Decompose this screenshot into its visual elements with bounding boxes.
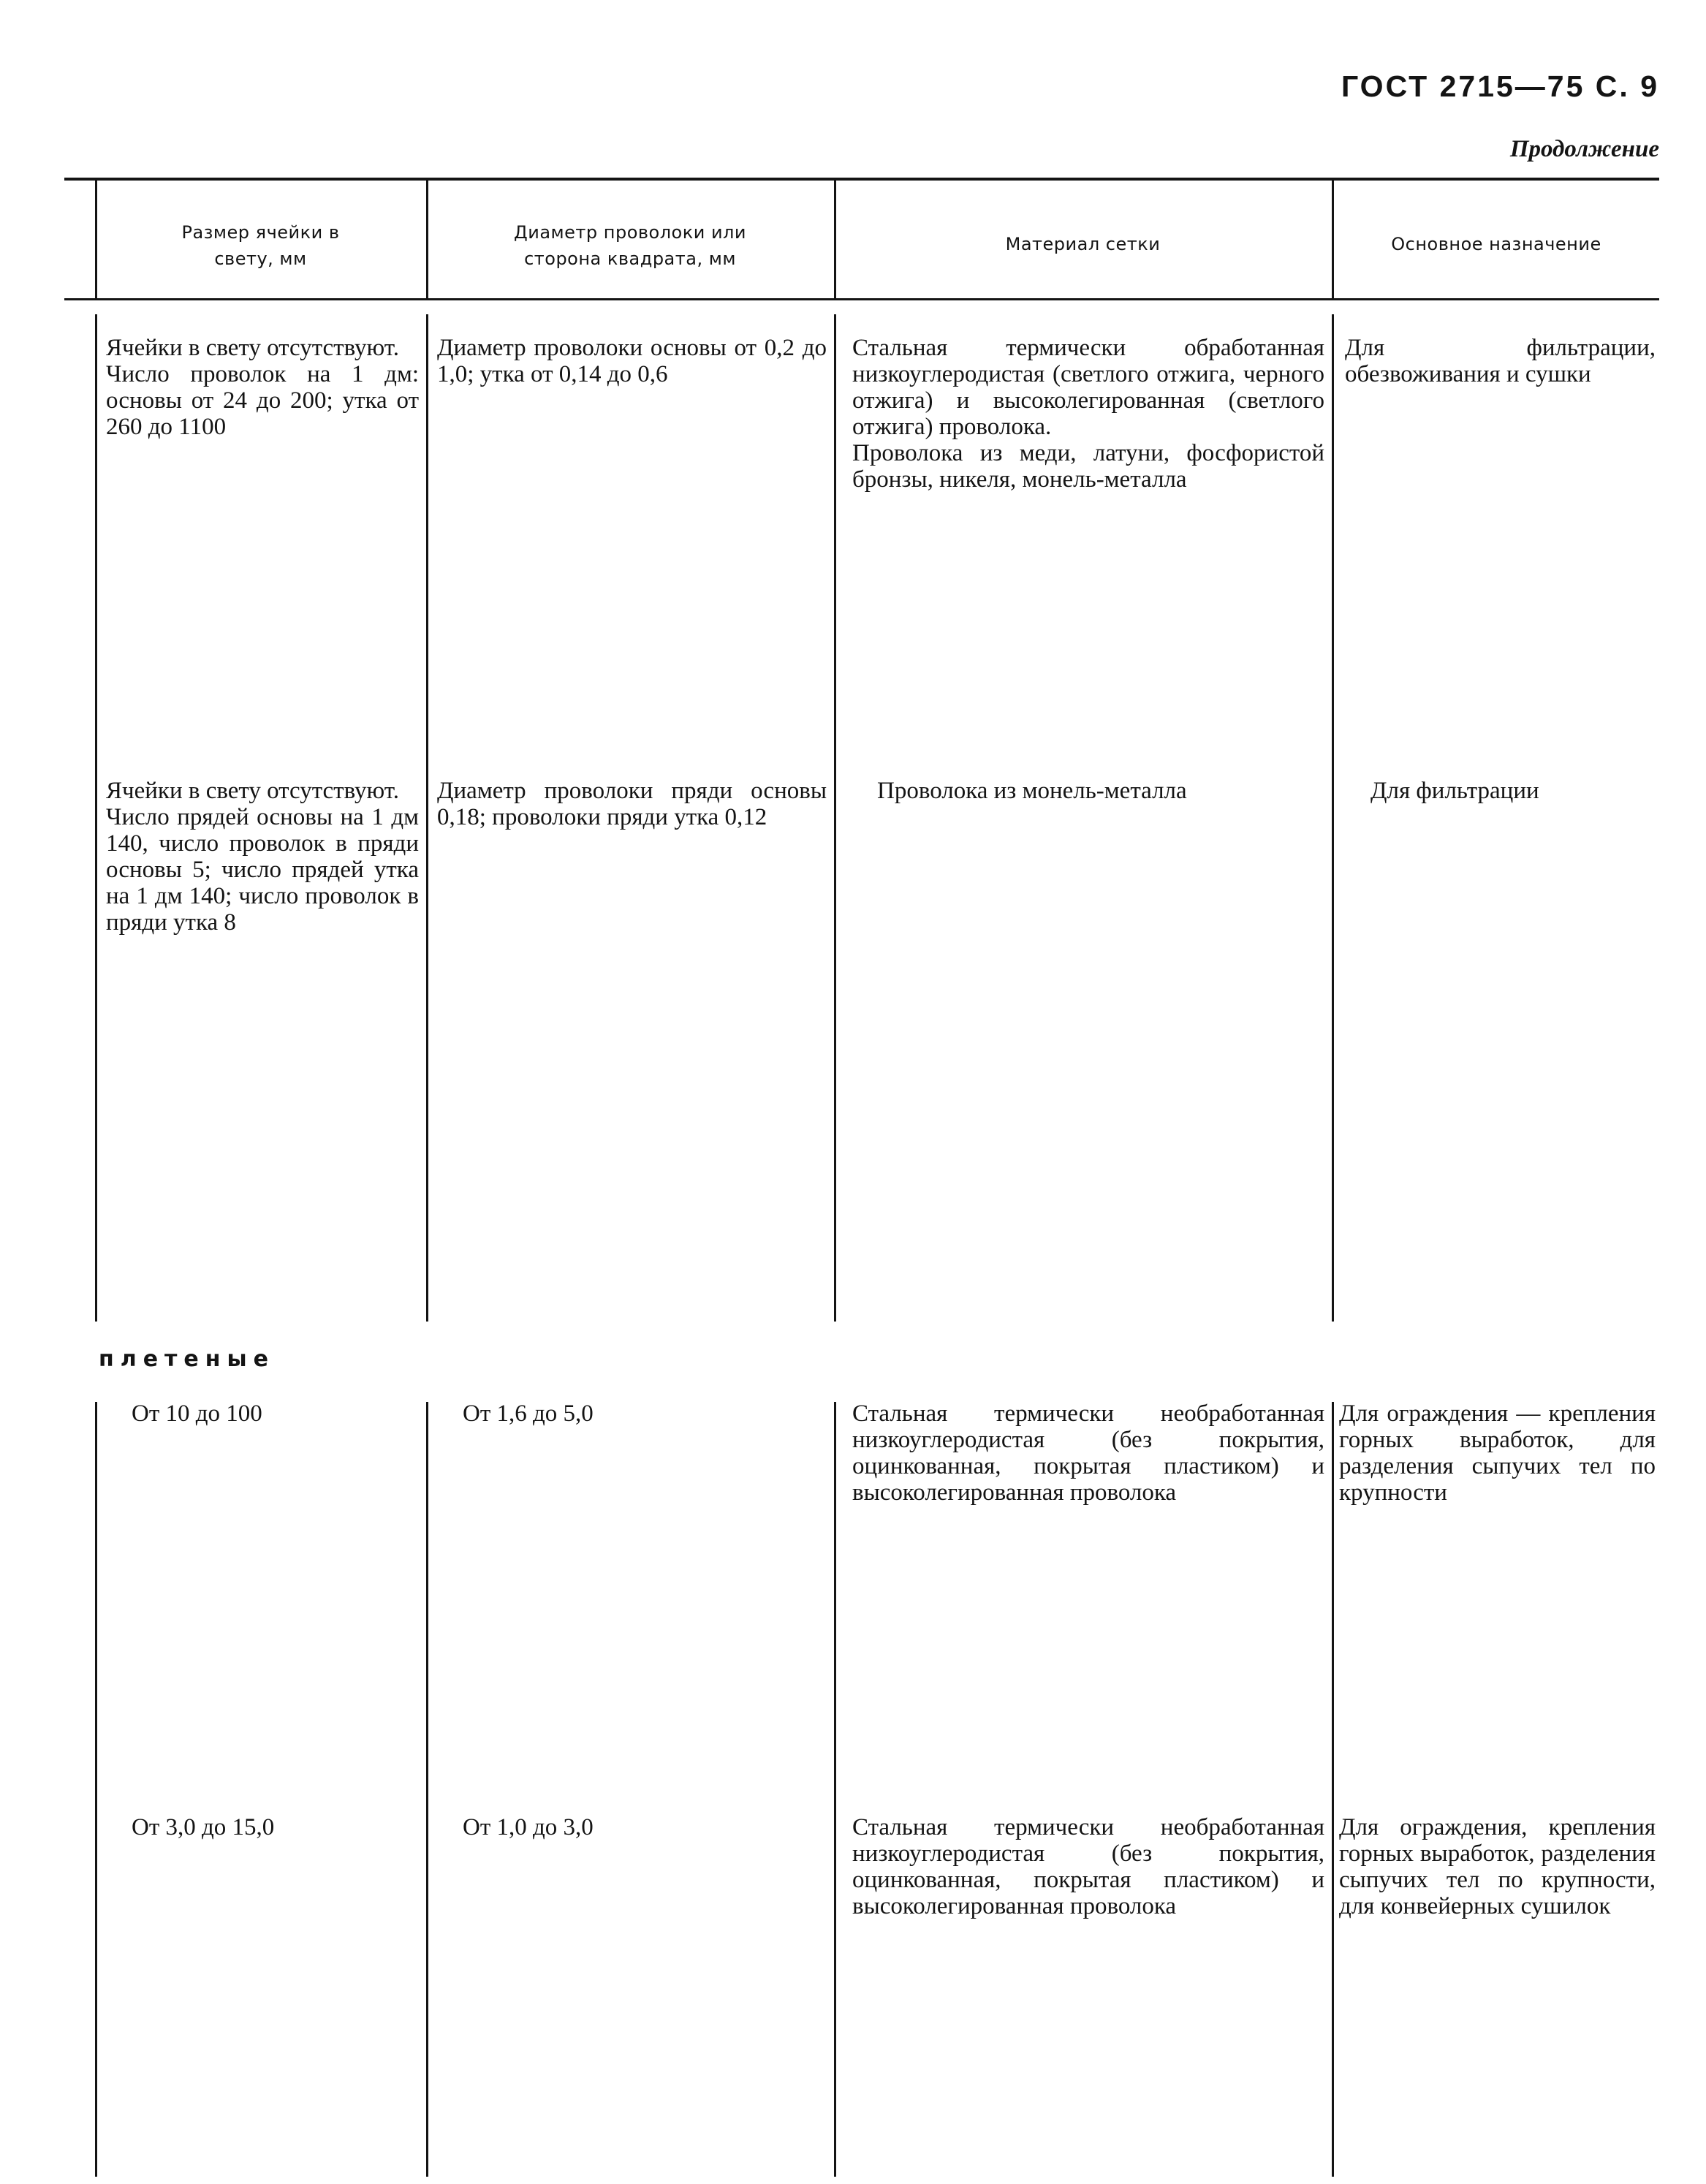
cell-diameter: От 1,0 до 3,0 <box>463 1814 594 1840</box>
column-divider <box>834 180 836 300</box>
cell-material: Стальная термически необработанная низкоуглеродистая (без покрытия, оцинкованная, покрытая пластиком) и высоколегированная проволока <box>852 1400 1324 1506</box>
cell-diameter: От 1,6 до 5,0 <box>463 1400 594 1427</box>
table-header-rule <box>64 298 1659 300</box>
cell-purpose: Для фильтрации <box>1371 778 1539 804</box>
column-header-material: Материал сетки <box>1005 234 1161 254</box>
cell-diameter: Диаметр проволоки основы от 0,2 до 1,0; утка от 0,14 до 0,6 <box>437 335 827 387</box>
cell-material: Проволока из монель-металла <box>877 778 1187 804</box>
table-top-rule <box>64 178 1659 181</box>
cell-purpose: Для ограждения, крепления горных выработок, разделения сыпучих тел по крупности, для конвейерных сушилок <box>1339 1814 1656 1919</box>
cell-material: Стальная термически необработанная низкоуглеродистая (без покрытия, оцинкованная, покрытая пластиком) и высоколегированная проволока <box>852 1814 1324 1919</box>
column-header-purpose: Основное назначение <box>1391 234 1601 254</box>
cell-size: Ячейки в свету отсутствуют. Число прядей основы на 1 дм 140, число проволок в пряди основы 5; число прядей утка на 1 дм 140; число проволок в пряди утка 8 <box>106 778 419 936</box>
section-label: плетеные <box>99 1346 275 1372</box>
cell-size: От 3,0 до 15,0 <box>132 1814 275 1840</box>
column-divider <box>426 314 428 1322</box>
column-divider <box>1332 180 1334 300</box>
column-header-size: Размер ячейки в свету, мм <box>181 222 340 269</box>
column-header-diameter: Диаметр проволоки или сторона квадрата, мм <box>514 222 746 269</box>
column-divider <box>95 180 97 300</box>
cell-diameter: Диаметр проволоки пряди основы 0,18; проволоки пряди утка 0,12 <box>437 778 827 830</box>
cell-purpose: Для ограждения — крепления горных выработок, для разделения сыпучих тел по крупности <box>1339 1400 1656 1506</box>
column-divider <box>1332 314 1334 1322</box>
column-divider <box>426 180 428 300</box>
document-number: ГОСТ 2715—75 С. 9 <box>1341 69 1659 103</box>
column-divider <box>834 314 836 1322</box>
cell-material: Стальная термически обработанная низкоуглеродистая (светлого отжига, черного отжига) и высоколегированная (светлого отжига) проволока. Проволока из меди, латуни, фосфористой бронзы, никеля, монель-металла <box>852 335 1324 493</box>
column-divider <box>95 1402 97 2177</box>
column-divider <box>95 314 97 1322</box>
column-divider <box>1332 1402 1334 2177</box>
cell-purpose: Для фильтрации, обезвоживания и сушки <box>1345 335 1656 387</box>
continuation-label: Продолжение <box>1509 136 1659 162</box>
column-divider <box>834 1402 836 2177</box>
cell-size: От 10 до 100 <box>132 1400 262 1427</box>
cell-size: Ячейки в свету отсутствуют. Число проволок на 1 дм: основы от 24 до 200; утка от 260 до 1100 <box>106 335 419 440</box>
column-divider <box>426 1402 428 2177</box>
